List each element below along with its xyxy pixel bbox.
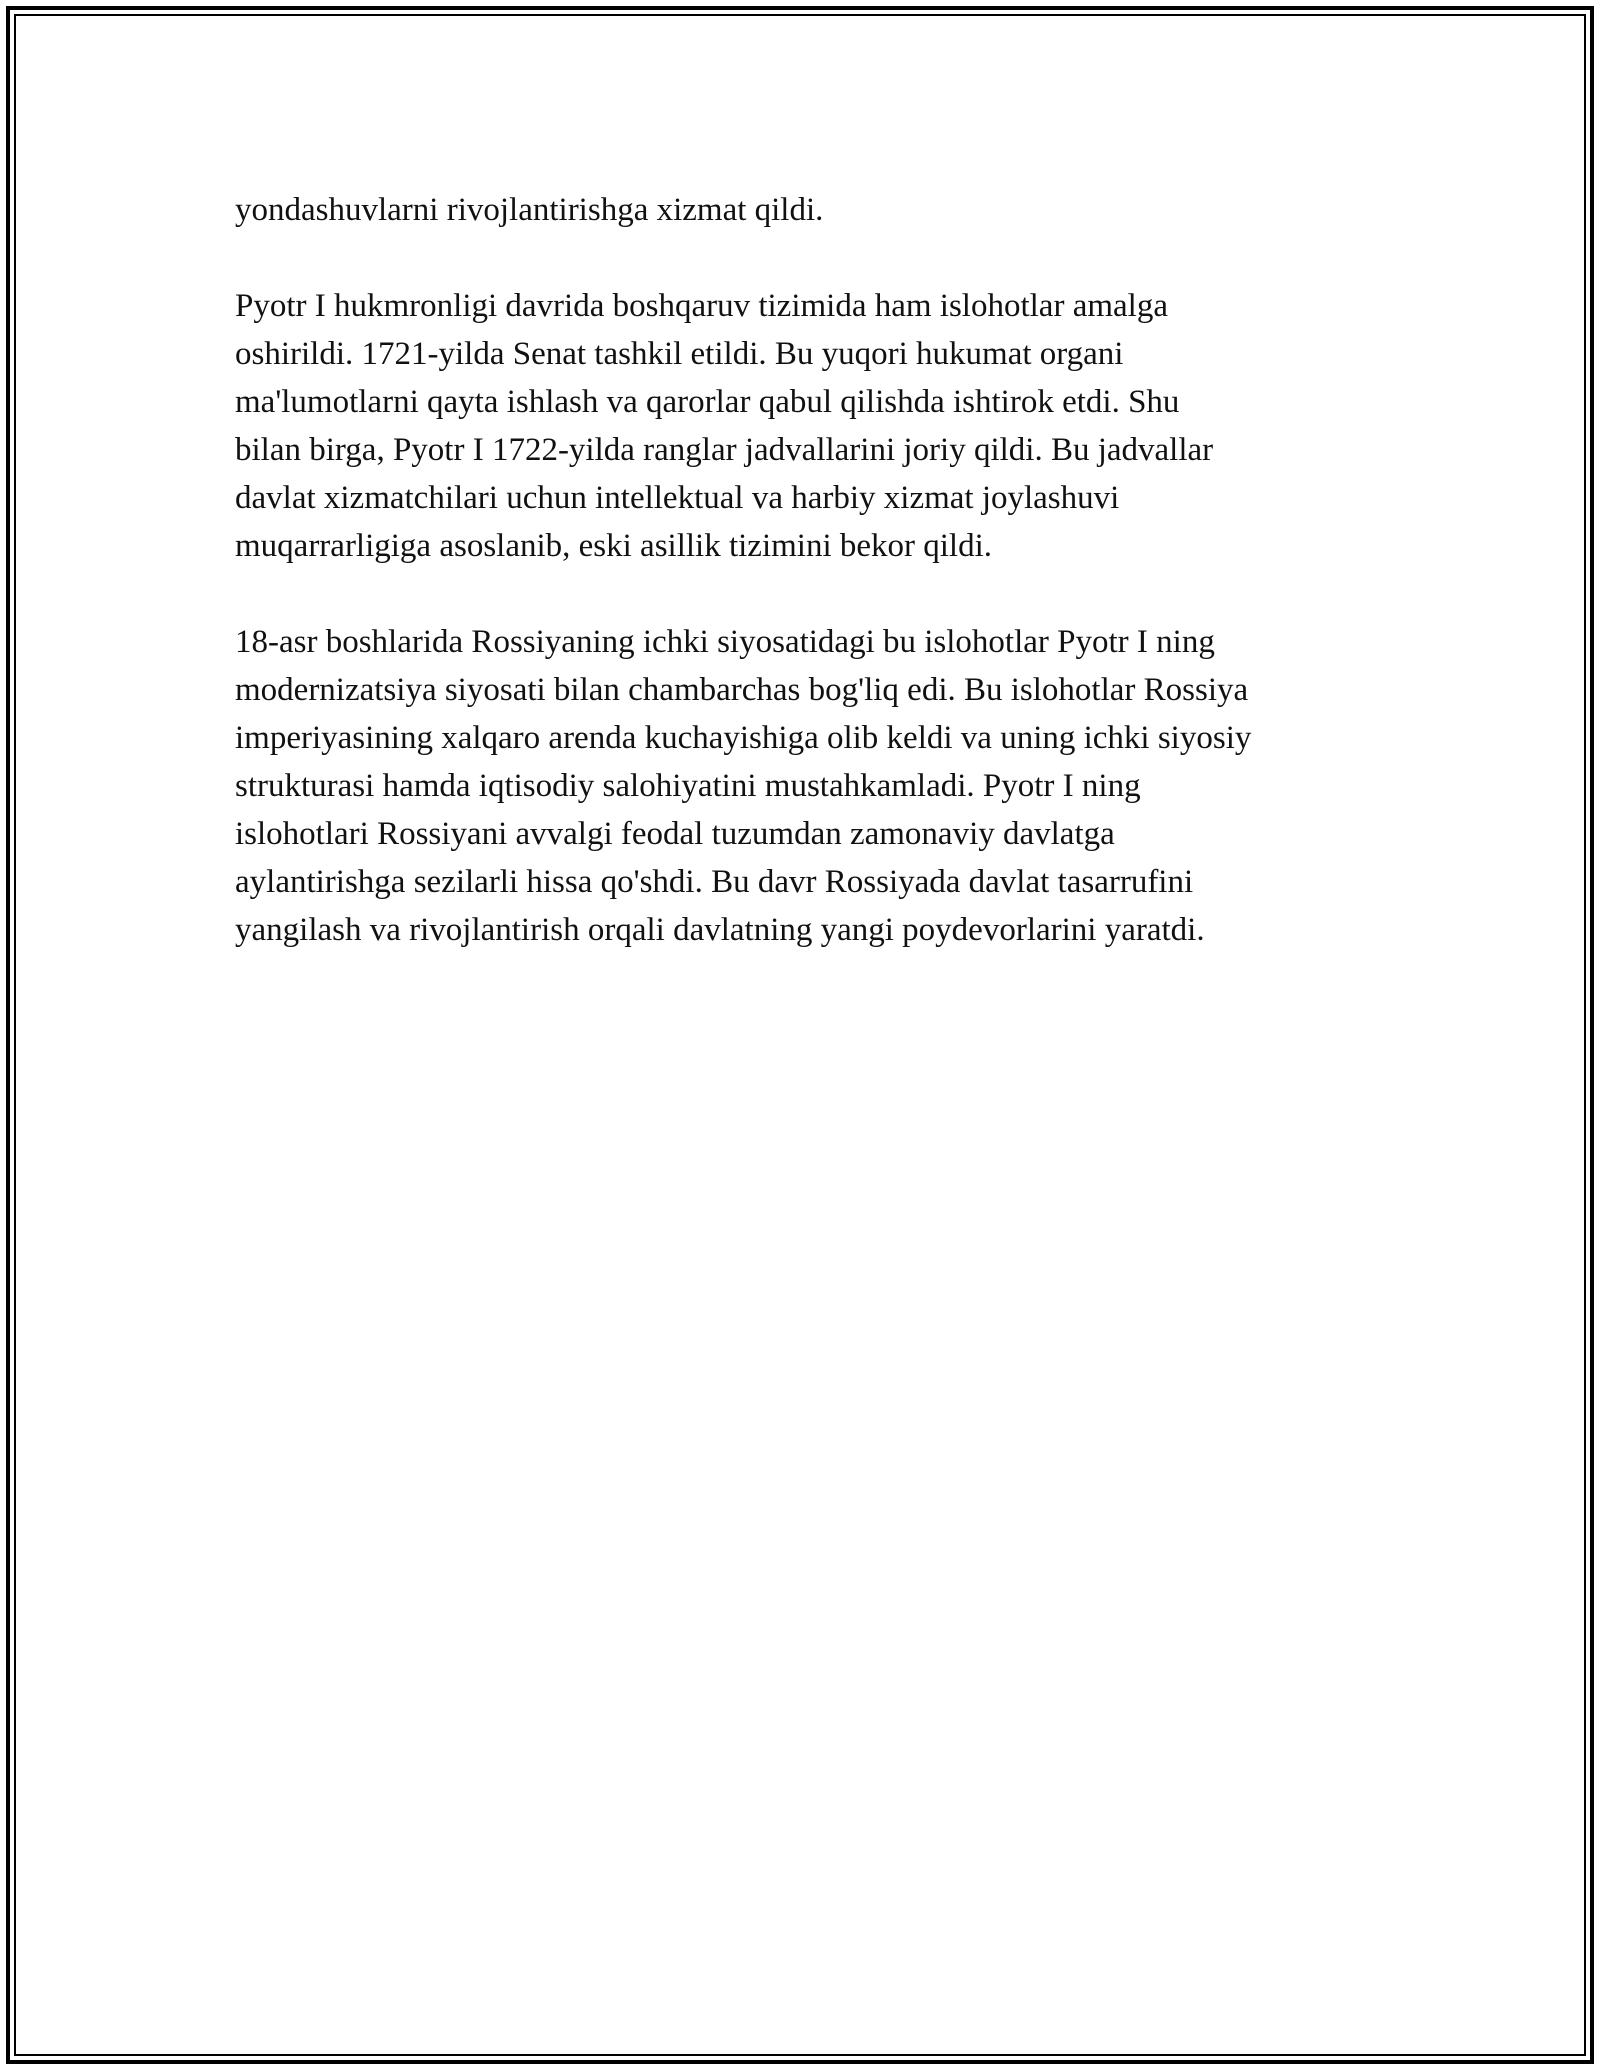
document-body xyxy=(235,186,1395,954)
paragraph-modernization-summary: 18-asr boshlarida Rossiyaning ichki siyosatidagi bu islohotlar Pyotr I ning modernizatsiya siyosati bilan chambarchas bog'liq edi. Bu islohotlar Rossiya imperiyasining xalqaro arenda kuchayishiga olib keldi va uning ichki siyosiy strukturasi hamda iqtisodiy salohiyatini mustahkamladi. Pyotr I ning islohotlari Rossiyani avvalgi feodal tuzumdan zamonaviy davlatga aylantirishga sezilarli hissa qo'shdi. Bu davr Rossiyada davlat tasarrufini yangilash va rivojlantirish orqali davlatning yangi poydevorlarini yaratdi. xyxy=(235,624,1252,948)
paragraph-spacer xyxy=(235,234,1395,282)
paragraph-continuation: yondashuvlarni rivojlantirishga xizmat qildi. xyxy=(235,192,824,228)
paragraph-administration-reforms: Pyotr I hukmronligi davrida boshqaruv tizimida ham islohotlar amalga oshirildi. 1721-yilda Senat tashkil etildi. Bu yuqori hukumat organi ma'lumotlarni qayta ishlash va qarorlar qabul qilishda ishtirok etdi. Shu bilan birga, Pyotr I 1722-yilda ranglar jadvallarini joriy qildi. Bu jadvallar davlat xizmatchilari uchun intellektual va harbiy xizmat joylashuvi muqarrarligiga asoslanib, eski asillik tizimini bekor qildi. xyxy=(235,288,1214,564)
paragraph-spacer xyxy=(235,570,1395,618)
